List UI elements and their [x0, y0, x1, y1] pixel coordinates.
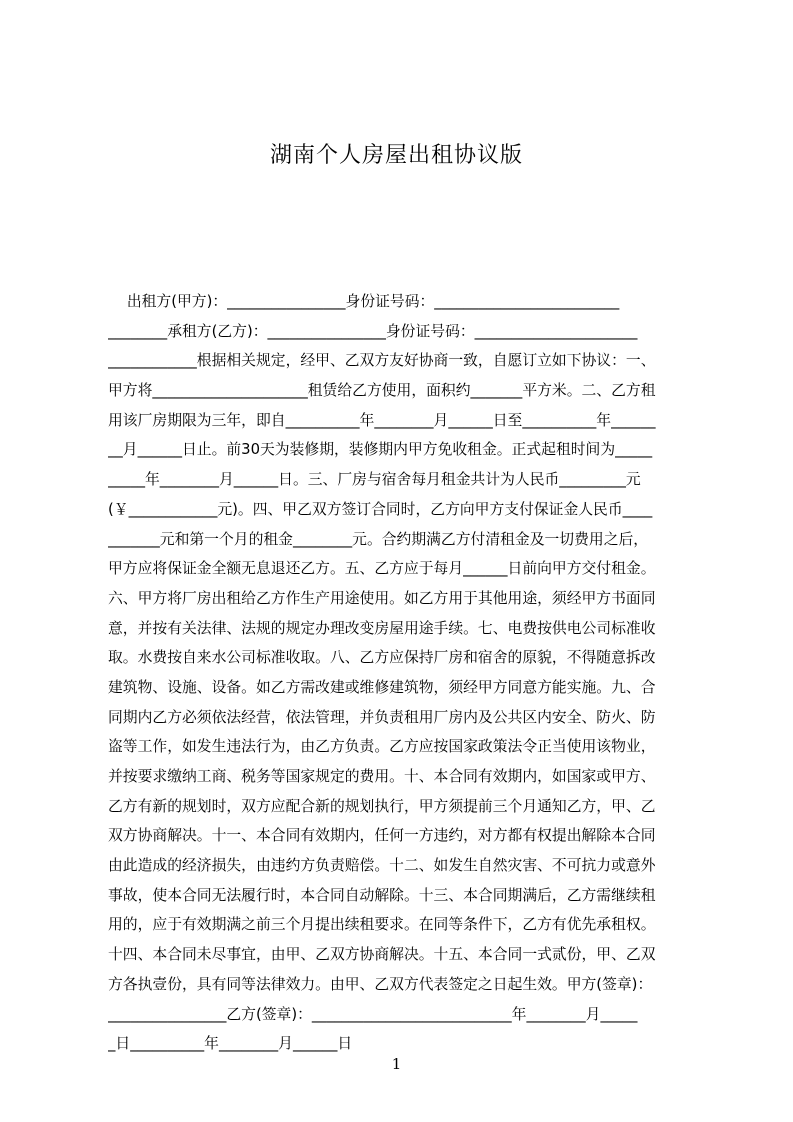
- text-line: 由此造成的经济损失，由违约方负责赔偿。十二、如发生自然灾害、不可抗力或意外: [108, 857, 656, 875]
- text-line: 双方协商解决。十一、本合同有效期内，任何一方违约，对方都有权提出解除本合同: [108, 827, 656, 845]
- text-line: 乙方有新的规划时，双方应配合新的规划执行，甲方须提前三个月通知乙方，甲、乙: [108, 797, 656, 815]
- text-line: 取。水费按自来水公司标准收取。八、乙方应保持厂房和宿舍的原貌，不得随意拆改: [108, 649, 656, 667]
- text-line: __月______日止。前30天为装修期，装修期内甲方免收租金。正式起租时间为_____: [108, 441, 653, 459]
- text-line: _____年________月______日。三、厂房与宿舍每月租金共计为人民币_________元: [108, 471, 641, 489]
- page-number: 1: [391, 1055, 402, 1073]
- agreement-body: [108, 287, 700, 1059]
- text-line: _______元和第一个月的租金________元。合约期满乙方付清租金及一切费用之后，: [108, 530, 649, 548]
- text-line: _日__________年________月______日: [108, 1035, 353, 1053]
- text-line: 甲方应将保证金全额无息退还乙方。五、乙方应于每月______日前向甲方交付租金。: [108, 560, 656, 578]
- text-line: 甲方将_____________________租赁给乙方使用，面积约_______平方米。二、乙方租: [108, 382, 656, 400]
- text-line: 方各执壹份，具有同等法律效力。由甲、乙双方代表签定之日起生效。甲方(签章)：: [108, 975, 653, 993]
- text-line: 用该厂房期限为三年，即自__________年________月______日至__________年______: [108, 411, 656, 429]
- text-line: 六、甲方将厂房出租给乙方作生产用途使用。如乙方用于其他用途，须经甲方书面同: [108, 589, 656, 607]
- text-line: 建筑物、设施、设备。如乙方需改建或维修建筑物，须经甲方同意方能实施。九、合: [108, 678, 656, 696]
- text-line: 意，并按有关法律、法规的规定办理改变房屋用途手续。七、电费按供电公司标准收: [108, 619, 656, 637]
- text-line: 十四、本合同未尽事宜，由甲、乙双方协商解决。十五、本合同一式贰份，甲、乙双: [108, 946, 656, 964]
- text-line: ________________乙方(签章)：___________________________年________月_____: [108, 1005, 638, 1023]
- text-line: ________承租方(乙方)：________________身份证号码：______________________: [108, 322, 638, 340]
- text-line: 用的，应于有效期满之前三个月提出续租要求。在同等条件下，乙方有优先承租权。: [108, 916, 656, 934]
- text-line: 出租方(甲方)：________________身份证号码：_________________________: [108, 293, 620, 310]
- text-line: 事故，使本合同无法履行时，本合同自动解除。十三、本合同期满后，乙方需继续租: [108, 886, 656, 904]
- text-line: ____________根据相关规定，经甲、乙双方友好协商一致，自愿订立如下协议：一、: [108, 352, 656, 370]
- text-line: 同期内乙方必须依法经营，依法管理，并负责租用厂房内及公共区内安全、防火、防: [108, 708, 656, 726]
- text-line: 盗等工作，如发生违法行为，由乙方负责。乙方应按国家政策法令正当使用该物业，: [108, 738, 656, 756]
- document-title: 湖南个人房屋出租协议版: [269, 143, 523, 168]
- text-line: 并按要求缴纳工商、税务等国家规定的费用。十、本合同有效期内，如国家或甲方、: [108, 768, 656, 785]
- text-line: (￥____________元)。四、甲乙双方签订合同时，乙方向甲方支付保证金人民币____: [108, 500, 653, 518]
